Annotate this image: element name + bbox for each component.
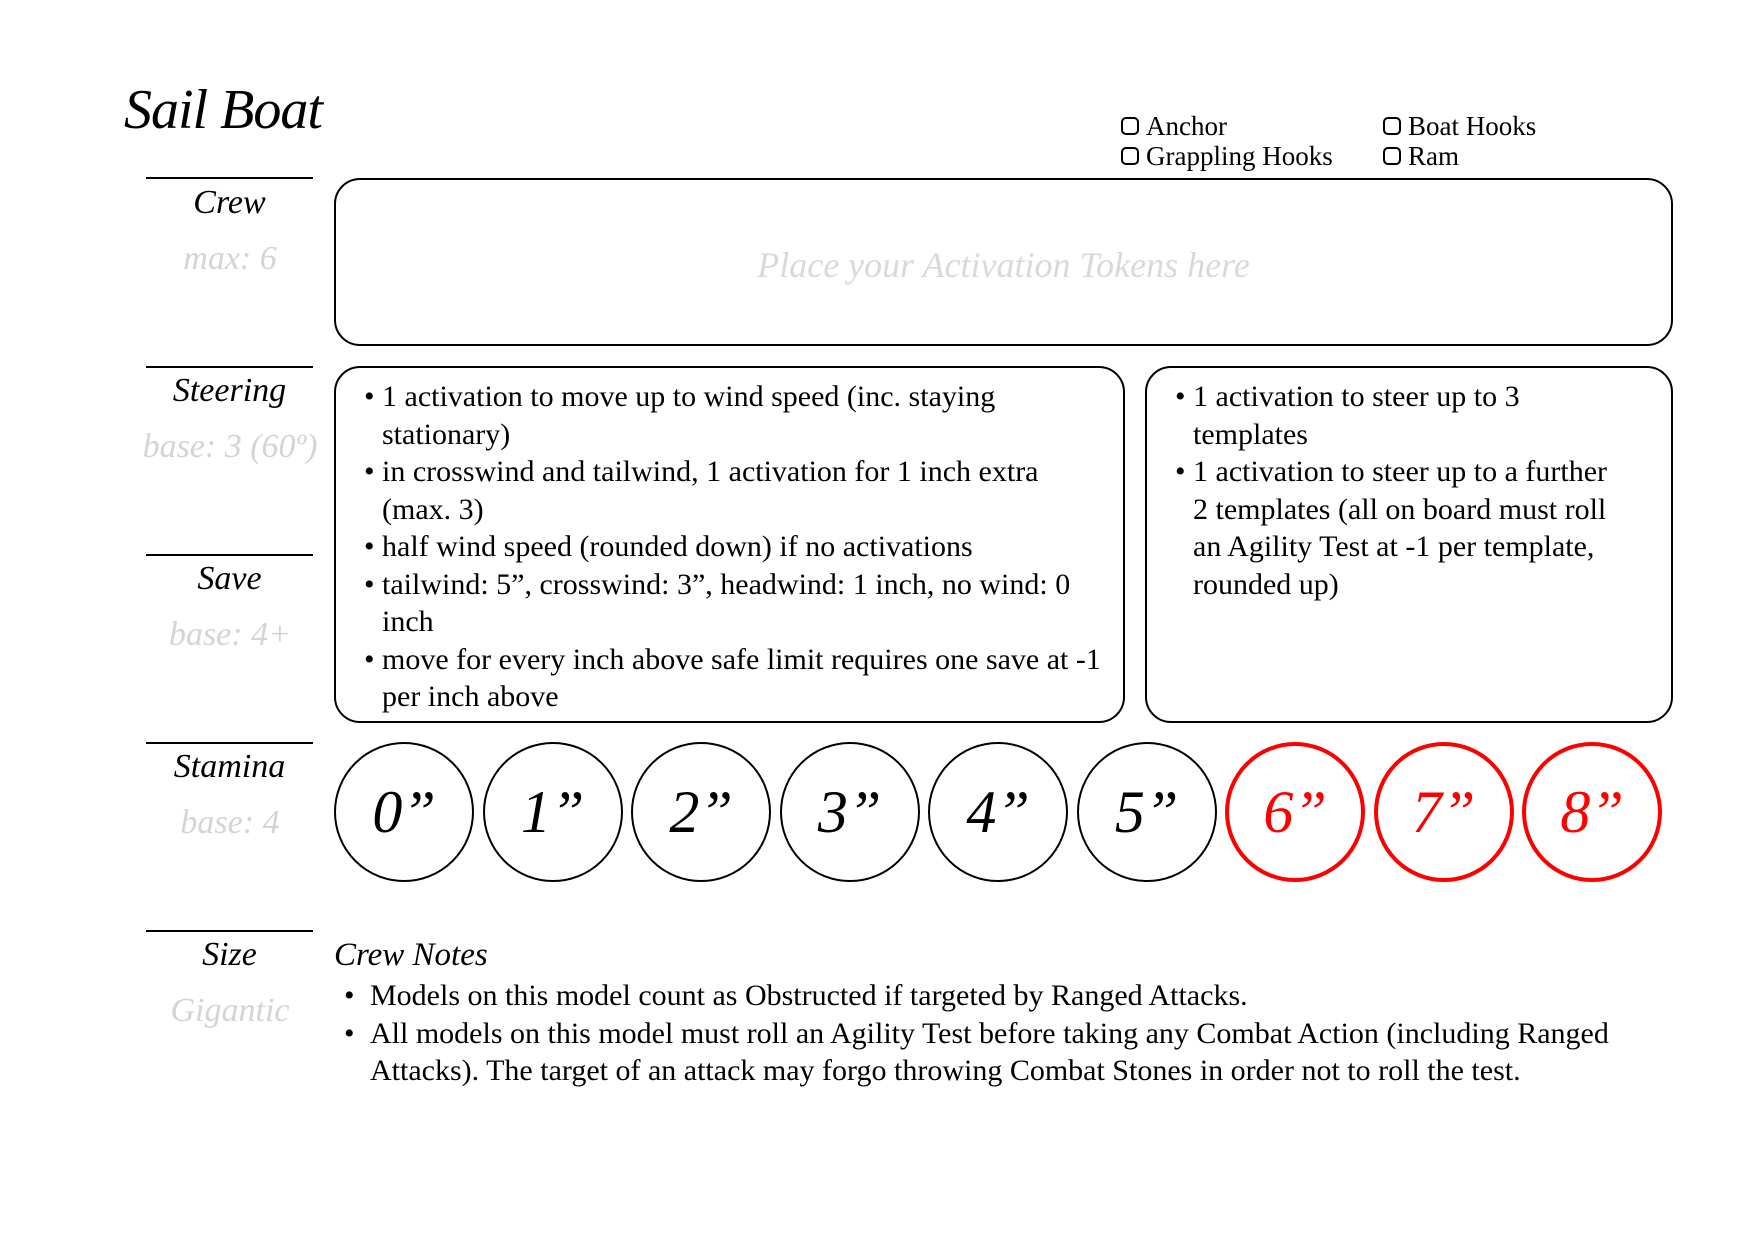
stat-size-label: Size (202, 936, 257, 973)
speed-value: 5” (1114, 778, 1179, 845)
equipment-label: Boat Hooks (1408, 111, 1537, 141)
speed-circle-5[interactable] (1077, 742, 1217, 882)
speed-value: 1” (520, 778, 585, 845)
crew-notes-list (340, 977, 1670, 1090)
divider (146, 742, 313, 744)
steering-rules-panel (1145, 366, 1673, 723)
speed-value: 3” (817, 778, 882, 845)
steering-rule: • 1 activation to steer up to a further 2 templates (all on board must roll an Agility Test at -1 per template, rounded up) (1175, 453, 1611, 603)
speed-circle-4[interactable] (928, 742, 1068, 882)
speed-circle-0[interactable] (334, 742, 474, 882)
divider (146, 554, 313, 556)
movement-rules-list (364, 378, 1103, 716)
movement-rule: • half wind speed (rounded down) if no activations (364, 528, 1103, 566)
activation-token-area[interactable] (334, 178, 1673, 346)
speed-value: 4” (966, 778, 1030, 845)
movement-rule: • move for every inch above safe limit requires one save at -1 per inch above (364, 641, 1103, 716)
checkbox-icon[interactable] (1383, 117, 1401, 135)
stat-steering-label: Steering (172, 372, 287, 409)
movement-rules-panel (334, 366, 1125, 723)
checkbox-icon[interactable] (1383, 147, 1401, 165)
checkbox-icon[interactable] (1121, 147, 1139, 165)
stat-stamina-label: Stamina (173, 748, 286, 785)
crew-notes-title-text: Crew Notes (334, 937, 488, 973)
equipment-label: Anchor (1146, 111, 1227, 141)
divider (146, 177, 313, 179)
divider (146, 930, 313, 932)
activation-token-placeholder: Place your Activation Tokens here (757, 245, 1250, 285)
speed-circle-8[interactable] (1522, 742, 1662, 882)
equipment-anchor[interactable] (1121, 111, 1227, 141)
crew-notes-title (334, 937, 488, 974)
equipment-grappling-hooks[interactable] (1121, 141, 1333, 171)
movement-rule: • 1 activation to move up to wind speed (inc. staying stationary) (364, 378, 1103, 453)
steering-rule: • 1 activation to steer up to 3 templates (1175, 378, 1611, 453)
speed-circle-7[interactable] (1374, 742, 1514, 882)
movement-rule: • tailwind: 5”, crosswind: 3”, headwind: 1 inch, no wind: 0 inch (364, 566, 1103, 641)
speed-circle-3[interactable] (780, 742, 920, 882)
equipment-label: Grappling Hooks (1146, 141, 1333, 171)
speed-value: 0” (372, 778, 436, 845)
crew-note: • All models on this model must roll an Agility Test before taking any Combat Action (including Ranged Attacks). The target of an attack may forgo throwing Combat Stones in order not to roll the test. (340, 1015, 1670, 1090)
stat-save-label: Save (197, 560, 262, 597)
equipment-ram[interactable] (1383, 141, 1459, 171)
equipment-label: Ram (1408, 141, 1459, 171)
stat-crew-value: max: 6 (183, 240, 277, 277)
speed-circle-6[interactable] (1225, 742, 1365, 882)
equipment-boat-hooks[interactable] (1383, 111, 1536, 141)
speed-value: 2” (669, 778, 733, 845)
movement-rule: • in crosswind and tailwind, 1 activation for 1 inch extra (max. 3) (364, 453, 1103, 528)
stat-stamina-value: base: 4 (180, 804, 280, 841)
crew-note: • Models on this model count as Obstructed if targeted by Ranged Attacks. (340, 977, 1670, 1015)
stat-size-value: Gigantic (170, 992, 290, 1029)
speed-value: 6” (1263, 778, 1327, 845)
speed-value: 8” (1560, 778, 1624, 845)
speed-circle-1[interactable] (483, 742, 623, 882)
steering-rules-list (1175, 378, 1611, 603)
speed-track (334, 742, 1674, 886)
stat-crew-label: Crew (193, 184, 266, 221)
card-title: Sail Boat (124, 79, 322, 141)
stat-save-value: base: 4+ (168, 616, 292, 653)
stat-steering-value: base: 3 (60º) (142, 428, 318, 465)
checkbox-icon[interactable] (1121, 117, 1139, 135)
speed-value: 7” (1411, 778, 1476, 845)
speed-circle-2[interactable] (631, 742, 771, 882)
divider (146, 366, 313, 368)
